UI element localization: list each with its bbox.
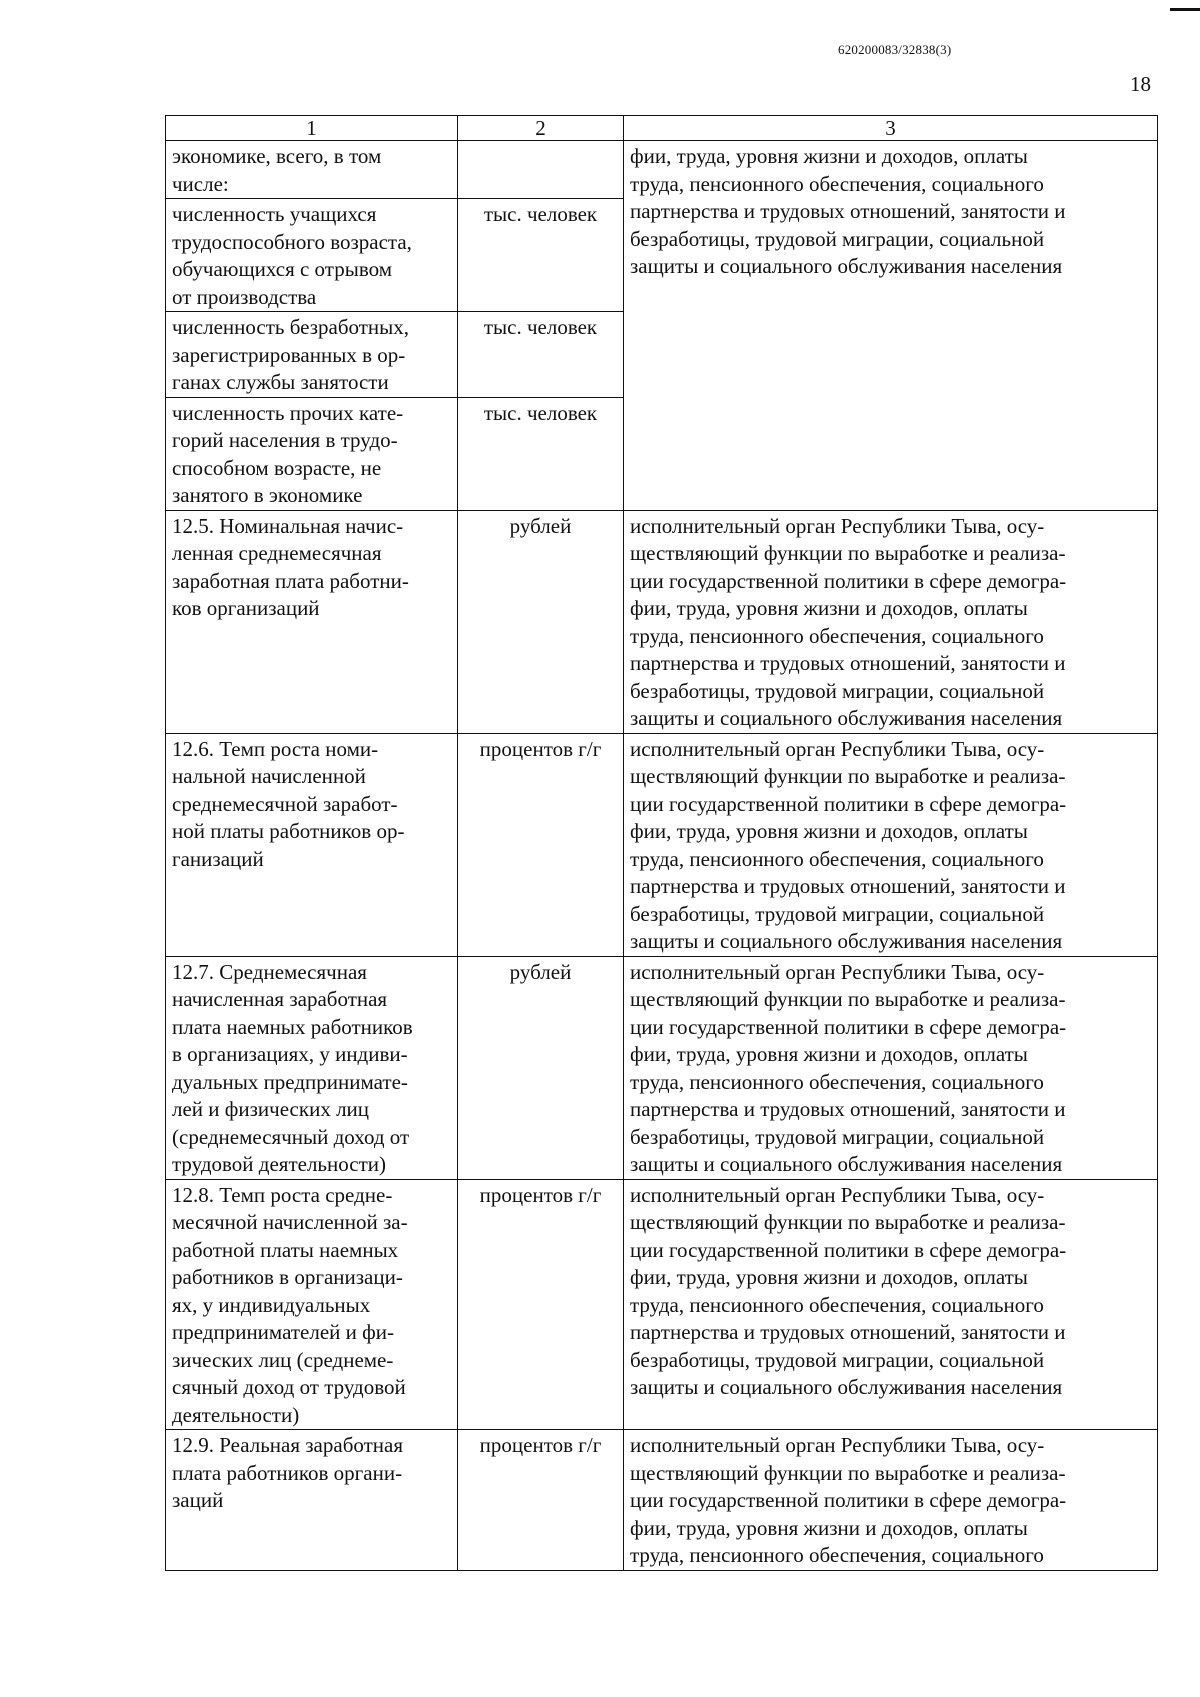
indicator-cell <box>166 510 458 733</box>
responsible-body-cell-line: ции государственной политики в сфере демогра- <box>630 1014 1067 1039</box>
responsible-body-cell-line: ществляющий функции по выработке и реализа- <box>630 1460 1066 1485</box>
responsible-body-cell-line: ции государственной политики в сфере демогра- <box>630 568 1067 593</box>
indicator-cell <box>166 312 458 398</box>
indicator-cell <box>166 1179 458 1430</box>
responsible-body-cell-line: фии, труда, уровня жизни и доходов, оплаты <box>630 1042 1028 1066</box>
unit-cell-line: процентов г/г <box>479 736 602 761</box>
responsible-body-cell-line: исполнительный орган Республики Тыва, осу- <box>630 736 1045 761</box>
responsible-body-cell-line: труда, пенсионного обеспечения, социального <box>630 1292 1044 1317</box>
unit-cell <box>458 199 624 312</box>
responsible-body-cell-line: труда, пенсионного обеспечения, социального <box>630 171 1044 196</box>
responsible-body-cell <box>624 510 1158 733</box>
indicator-cell-line: деятельности) <box>172 1402 300 1427</box>
responsible-body-cell-line: труда, пенсионного обеспечения, социального <box>630 1543 1044 1567</box>
indicator-cell-line: заработная плата работни- <box>172 568 409 593</box>
indicator-cell-line: числе: <box>172 171 229 196</box>
responsible-body-cell <box>624 141 1158 511</box>
indicator-cell-line: лей и физических лиц <box>172 1097 370 1121</box>
column-header-2: 2 <box>458 116 624 141</box>
unit-cell <box>458 733 624 956</box>
table-row <box>166 1430 1158 1571</box>
responsible-body-cell-line: партнерства и трудовых отношений, занятости и <box>630 199 1066 223</box>
responsible-body-cell-line: ществляющий функции по выработке и реализа- <box>630 987 1066 1011</box>
indicator-cell-line: горий населения в трудо- <box>172 428 398 452</box>
responsible-body-cell-line: исполнительный орган Республики Тыва, осу- <box>630 959 1045 984</box>
responsible-body-cell-line: исполнительный орган Республики Тыва, осу- <box>630 1433 1045 1457</box>
indicator-cell-line: предпринимателей и фи- <box>172 1320 394 1344</box>
unit-cell-line: процентов г/г <box>479 1433 602 1457</box>
indicator-cell-line: экономике, всего, в том <box>172 144 382 168</box>
indicator-cell-line: нальной начисленной <box>172 764 366 788</box>
unit-cell <box>458 141 624 199</box>
scan-corner-mark <box>1170 8 1200 11</box>
unit-cell <box>458 397 624 510</box>
unit-cell-line: процентов г/г <box>479 1182 602 1207</box>
column-header-3: 3 <box>624 116 1158 141</box>
unit-cell-line: тыс. человек <box>483 400 598 425</box>
responsible-body-cell-line: фии, труда, уровня жизни и доходов, оплаты <box>630 1265 1028 1289</box>
unit-cell-line: рублей <box>509 513 572 538</box>
indicator-cell <box>166 733 458 956</box>
indicator-cell-line: дуальных предпринимате- <box>172 1069 408 1094</box>
responsible-body-cell-line: фии, труда, уровня жизни и доходов, оплаты <box>630 819 1028 843</box>
responsible-body-cell-line: труда, пенсионного обеспечения, социального <box>630 1069 1044 1094</box>
indicator-cell-line: (среднемесячный доход от <box>172 1124 410 1149</box>
responsible-body-cell-line: ществляющий функции по выработке и реализа- <box>630 1210 1066 1234</box>
responsible-body-cell-line: партнерства и трудовых отношений, занятости и <box>630 1320 1066 1344</box>
indicator-cell <box>166 199 458 312</box>
responsible-body-cell-line: труда, пенсионного обеспечения, социального <box>630 623 1044 648</box>
indicator-cell-line: обучающихся с отрывом <box>172 257 392 281</box>
responsible-body-cell-line: партнерства и трудовых отношений, занятости и <box>630 874 1066 898</box>
indicator-cell-line: численность прочих кате- <box>172 400 404 425</box>
indicator-cell-line: зических лиц (среднеме- <box>172 1347 394 1372</box>
table-row <box>166 956 1158 1179</box>
indicator-cell-line: трудоспособного возраста, <box>172 229 412 254</box>
responsible-body-cell-line: защиты и социального обслуживания населения <box>630 706 1063 730</box>
indicator-cell-line: ях, у индивидуальных <box>172 1292 371 1317</box>
indicator-cell-line: ной платы работников ор- <box>172 819 405 843</box>
unit-cell <box>458 1179 624 1430</box>
indicator-cell-line: ганах службы занятости <box>172 370 389 394</box>
responsible-body-cell-line: защиты и социального обслуживания населения <box>630 1152 1063 1176</box>
responsible-body-cell-line: фии, труда, уровня жизни и доходов, оплаты <box>630 1515 1028 1540</box>
responsible-body-cell-line: ции государственной политики в сфере демогра- <box>630 791 1067 816</box>
responsible-body-cell-line: ции государственной политики в сфере демогра- <box>630 1237 1067 1262</box>
unit-cell <box>458 1430 624 1571</box>
indicators-table <box>165 115 1158 1571</box>
responsible-body-cell <box>624 733 1158 956</box>
indicator-cell-line: в организациях, у индиви- <box>172 1042 408 1066</box>
responsible-body-cell-line: защиты и социального обслуживания населения <box>630 254 1063 278</box>
responsible-body-cell-line: фии, труда, уровня жизни и доходов, оплаты <box>630 596 1028 620</box>
table-row <box>166 733 1158 956</box>
indicator-cell <box>166 397 458 510</box>
responsible-body-cell-line: защиты и социального обслуживания населения <box>630 929 1063 953</box>
unit-cell <box>458 510 624 733</box>
indicator-cell-line: ганизаций <box>172 846 264 871</box>
indicator-cell-line: 12.8. Темп роста средне- <box>172 1182 393 1207</box>
unit-cell-line: тыс. человек <box>483 315 598 339</box>
indicator-cell-line: численность безработных, <box>172 315 410 339</box>
responsible-body-cell <box>624 1430 1158 1571</box>
responsible-body-cell-line: исполнительный орган Республики Тыва, осу- <box>630 1182 1045 1207</box>
unit-cell-line: рублей <box>509 959 572 984</box>
document-code: 620200083/32838(3) <box>838 42 952 57</box>
indicator-cell-line: работников в организаци- <box>172 1265 403 1289</box>
indicator-cell-line: начисленная заработная <box>172 987 388 1011</box>
indicator-cell-line: зарегистрированных в ор- <box>172 342 406 367</box>
responsible-body-cell-line: безработицы, трудовой миграции, социальной <box>630 226 1045 251</box>
indicator-cell-line: занятого в экономике <box>172 483 363 507</box>
table-row <box>166 510 1158 733</box>
responsible-body-cell <box>624 956 1158 1179</box>
responsible-body-cell <box>624 1179 1158 1430</box>
responsible-body-cell-line: труда, пенсионного обеспечения, социального <box>630 846 1044 871</box>
indicator-cell-line: работной платы наемных <box>172 1237 399 1262</box>
table-row <box>166 1179 1158 1430</box>
unit-cell <box>458 956 624 1179</box>
responsible-body-cell-line: ции государственной политики в сфере демогра- <box>630 1488 1067 1512</box>
responsible-body-cell-line: безработицы, трудовой миграции, социальной <box>630 1124 1045 1149</box>
table-row <box>166 141 1158 199</box>
responsible-body-cell-line: фии, труда, уровня жизни и доходов, оплаты <box>630 144 1028 168</box>
responsible-body-cell-line: ществляющий функции по выработке и реализа- <box>630 764 1066 788</box>
indicator-cell-line: месячной начисленной за- <box>172 1210 408 1234</box>
responsible-body-cell-line: партнерства и трудовых отношений, занятости и <box>630 1097 1066 1121</box>
page-number: 18 <box>1130 72 1151 96</box>
indicator-cell-line: 12.9. Реальная заработная <box>172 1433 403 1457</box>
indicator-cell-line: способном возрасте, не <box>172 455 382 480</box>
responsible-body-cell-line: безработицы, трудовой миграции, социальной <box>630 901 1045 926</box>
indicator-cell-line: 12.7. Среднемесячная <box>172 959 367 984</box>
indicator-cell-line: плата наемных работников <box>172 1014 413 1039</box>
indicator-cell <box>166 1430 458 1571</box>
indicator-cell <box>166 956 458 1179</box>
unit-cell <box>458 312 624 398</box>
responsible-body-cell-line: партнерства и трудовых отношений, занятости и <box>630 651 1066 675</box>
indicator-cell-line: ков организаций <box>172 596 320 620</box>
indicator-cell-line: от производства <box>172 284 317 309</box>
responsible-body-cell-line: исполнительный орган Республики Тыва, осу- <box>630 513 1045 538</box>
indicator-cell-line: 12.5. Номинальная начис- <box>172 513 404 538</box>
indicator-cell-line: сячный доход от трудовой <box>172 1375 406 1399</box>
indicator-cell-line: численность учащихся <box>172 202 377 226</box>
indicator-cell-line: среднемесячной заработ- <box>172 791 398 816</box>
indicator-cell-line: плата работников органи- <box>172 1460 403 1485</box>
responsible-body-cell-line: безработицы, трудовой миграции, социальной <box>630 1347 1045 1372</box>
indicator-cell-line: ленная среднемесячная <box>172 541 382 565</box>
responsible-body-cell-line: защиты и социального обслуживания населения <box>630 1375 1063 1399</box>
responsible-body-cell-line: ществляющий функции по выработке и реализа- <box>630 541 1066 565</box>
column-header-1: 1 <box>166 116 458 141</box>
unit-cell-line: тыс. человек <box>483 202 598 226</box>
indicator-cell-line: 12.6. Темп роста номи- <box>172 736 379 761</box>
indicator-cell-line: заций <box>172 1488 224 1512</box>
table-header-row <box>166 116 1158 141</box>
indicator-cell <box>166 141 458 199</box>
responsible-body-cell-line: безработицы, трудовой миграции, социальной <box>630 678 1045 703</box>
indicator-cell-line: трудовой деятельности) <box>172 1152 386 1176</box>
